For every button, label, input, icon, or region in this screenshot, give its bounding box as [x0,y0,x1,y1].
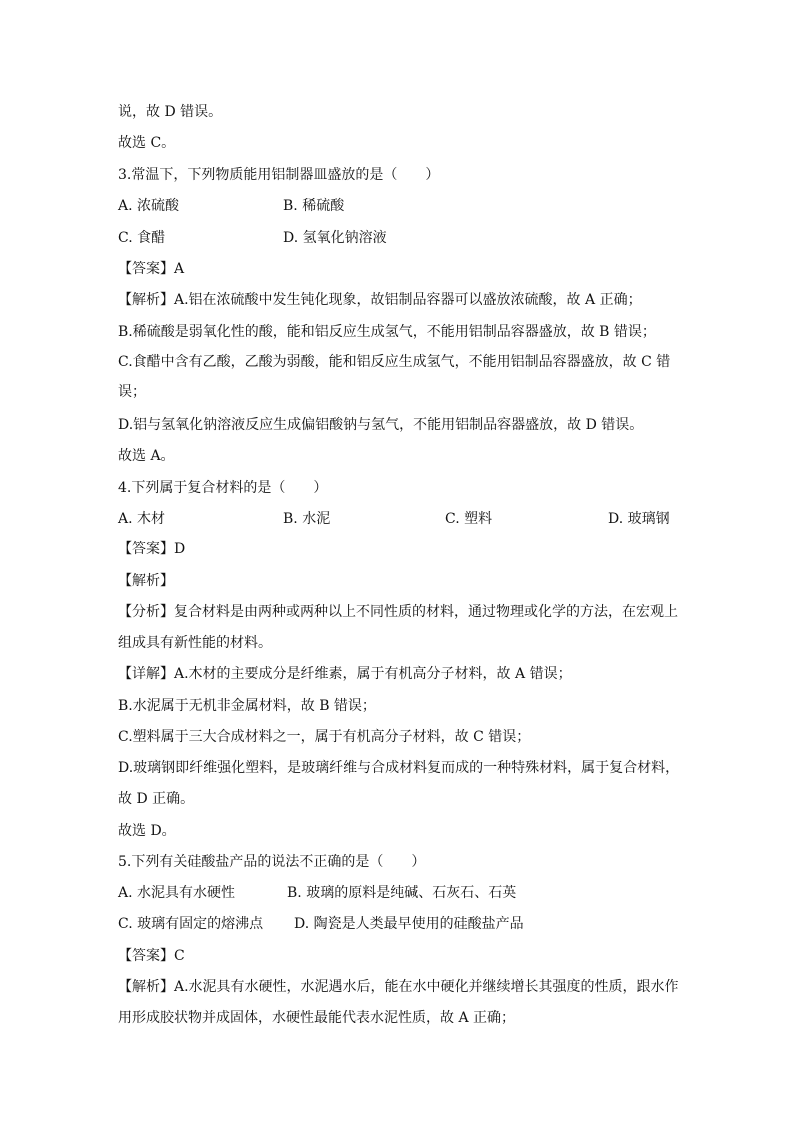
conclusion-line: 故选 A。 [118,448,175,464]
question-5: 5.下列有关硅酸盐产品的说法不正确的是（ ） [118,854,426,870]
q4-option-d: D. 玻璃钢 [608,511,670,527]
analysis-line: B.稀硫酸是弱氧化性的酸，能和铝反应生成氢气，不能用铝制品容器盛放，故 B 错误； [118,324,656,340]
analysis-line: 【解析】A.铝在浓硫酸中发生钝化现象，故铝制品容器可以盛放浓硫酸，故 A 正确； [118,292,642,308]
q5-option-b: B. 玻璃的原料是纯碱、石灰石、石英 [287,885,517,901]
analysis-line: B.水泥属于无机非金属材料，故 B 错误； [118,698,376,714]
q5-option-c: C. 玻璃有固定的熔沸点 [118,916,264,932]
analysis-line: D.玻璃钢即纤维强化塑料，是玻璃纤维与合成材料复而成的一种特殊材料，属于复合材料， [118,760,680,776]
conclusion-line: 故选 D。 [118,823,176,839]
analysis-line: D.铝与氢氧化钠溶液反应生成偏铝酸钠与氢气，不能用铝制品容器盛放，故 D 错误。 [118,417,644,433]
q3-option-a: A. 浓硫酸 [118,198,180,214]
text-line: 说，故 D 错误。 [118,104,223,120]
q4-option-b: B. 水泥 [283,511,331,527]
question-4: 4.下列属于复合材料的是（ ） [118,480,328,496]
analysis-line: 故 D 正确。 [118,791,195,807]
analysis-line: 【详解】A.木材的主要成分是纤维素，属于有机高分子材料，故 A 错误； [118,666,572,682]
answer-line: 【答案】A [118,261,185,277]
answer-line: 【答案】C [118,948,185,964]
q5-option-a: A. 水泥具有水硬性 [118,885,236,901]
q4-option-c: C. 塑料 [445,511,493,527]
analysis-line: C.塑料属于三大合成材料之一，属于有机高分子材料，故 C 错误； [118,729,531,745]
q3-option-d: D. 氢氧化钠溶液 [283,230,387,246]
answer-line: 【答案】D [118,541,186,557]
question-3: 3.常温下，下列物质能用铝制器皿盛放的是（ ） [118,167,440,183]
analysis-line: 组成具有新性能的材料。 [118,635,272,651]
q3-option-b: B. 稀硫酸 [283,198,345,214]
analysis-line: 【分析】复合材料是由两种或两种以上不同性质的材料，通过物理或化学的方法，在宏观上 [118,604,678,620]
analysis-line: 用形成胶状物并成固体，水硬性最能代表水泥性质，故 A 正确； [118,1010,516,1026]
q4-option-a: A. 木材 [118,511,166,527]
analysis-line: C.食醋中含有乙酸，乙酸为弱酸，能和铝反应生成氢气，不能用铝制品容器盛放，故 C 错 [118,354,671,370]
q3-option-c: C. 食醋 [118,230,166,246]
analysis-line: 误； [118,384,146,400]
text-line: 故选 C。 [118,135,176,151]
q5-option-d: D. 陶瓷是人类最早使用的硅酸盐产品 [294,916,524,932]
analysis-line: 【解析】A.水泥具有水硬性，水泥遇水后，能在水中硬化并继续增长其强度的性质，跟水作 [118,979,679,995]
analysis-heading: 【解析】 [118,573,174,589]
